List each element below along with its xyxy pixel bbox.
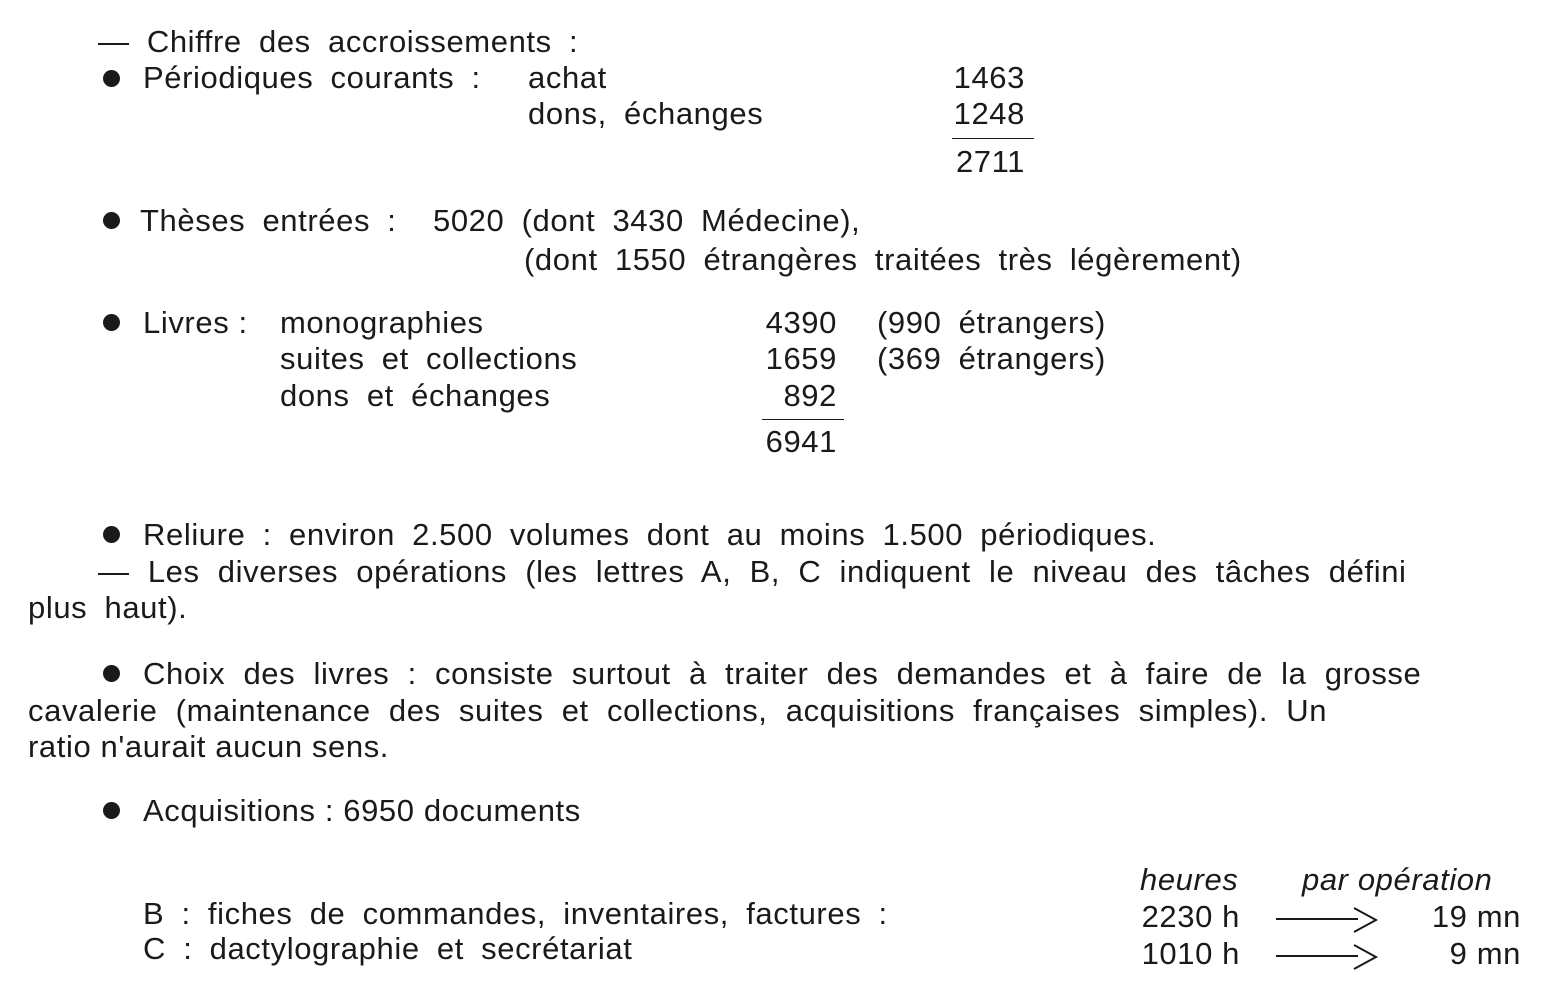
intro-dash: — — [98, 24, 130, 59]
periodiques-label: Périodiques courants : — [143, 60, 481, 95]
livres-label: Livres : — [143, 305, 248, 340]
sum-rule — [762, 419, 844, 420]
sum-rule — [952, 138, 1034, 139]
choix-line3: ratio n'aurait aucun sens. — [28, 729, 390, 764]
reliure-text: Reliure : environ 2.500 volumes dont au moins 1.500 périodiques. — [143, 517, 1157, 552]
livres-total: 6941 — [765, 424, 837, 459]
livres-row-label: suites et collections — [280, 341, 578, 376]
livres-row-note: (369 étrangers) — [877, 341, 1106, 376]
theses-line1: 5020 (dont 3430 Médecine), — [433, 203, 861, 238]
livres-row-label: monographies — [280, 305, 484, 340]
bullet — [103, 314, 120, 331]
bullet — [103, 212, 120, 229]
acq-row-label: B : fiches de commandes, inventaires, factures : — [143, 896, 888, 931]
intro-line — [98, 26, 578, 57]
acq-row-label: C : dactylographie et secrétariat — [143, 931, 633, 966]
periodiques-row-label: dons, échanges — [528, 96, 764, 131]
intro-label: Chiffre des accroissements : — [146, 24, 579, 59]
choix-line2: cavalerie (maintenance des suites et collections, acquisitions françaises simples). Un — [28, 693, 1328, 728]
acq-row-per-operation: 19 mn — [1431, 899, 1521, 934]
arrow-right-icon — [1272, 941, 1382, 971]
periodiques-row-value: 1463 — [953, 60, 1025, 95]
bullet — [103, 526, 120, 543]
header-hours: heures — [1140, 862, 1239, 897]
periodiques-total: 2711 — [955, 144, 1025, 179]
header-per-operation: par opération — [1302, 862, 1493, 897]
bullet — [103, 665, 120, 682]
livres-row-value: 1659 — [765, 341, 837, 376]
bullet — [103, 70, 120, 87]
livres-row-value: 892 — [783, 378, 837, 413]
operations-line2: plus haut). — [28, 590, 188, 625]
acquisitions-text: Acquisitions : 6950 documents — [143, 793, 581, 828]
bullet — [103, 802, 120, 819]
acq-row-hours: 1010 h — [1141, 936, 1240, 971]
operations-line1: — Les diverses opérations (les lettres A, B, C indiquent le niveau des tâches défini — [98, 554, 1407, 589]
livres-row-value: 4390 — [765, 305, 837, 340]
theses-label: Thèses entrées : — [140, 203, 397, 238]
choix-line1: Choix des livres : consiste surtout à traiter des demandes et à faire de la grosse — [143, 656, 1422, 691]
periodiques-row-value: 1248 — [953, 96, 1025, 131]
livres-row-label: dons et échanges — [280, 378, 551, 413]
periodiques-row-label: achat — [528, 60, 607, 95]
arrow-right-icon — [1272, 904, 1382, 934]
acq-row-per-operation: 9 mn — [1449, 936, 1521, 971]
livres-row-note: (990 étrangers) — [877, 305, 1106, 340]
acq-row-hours: 2230 h — [1141, 899, 1240, 934]
theses-line2: (dont 1550 étrangères traitées très légèrement) — [524, 242, 1242, 277]
